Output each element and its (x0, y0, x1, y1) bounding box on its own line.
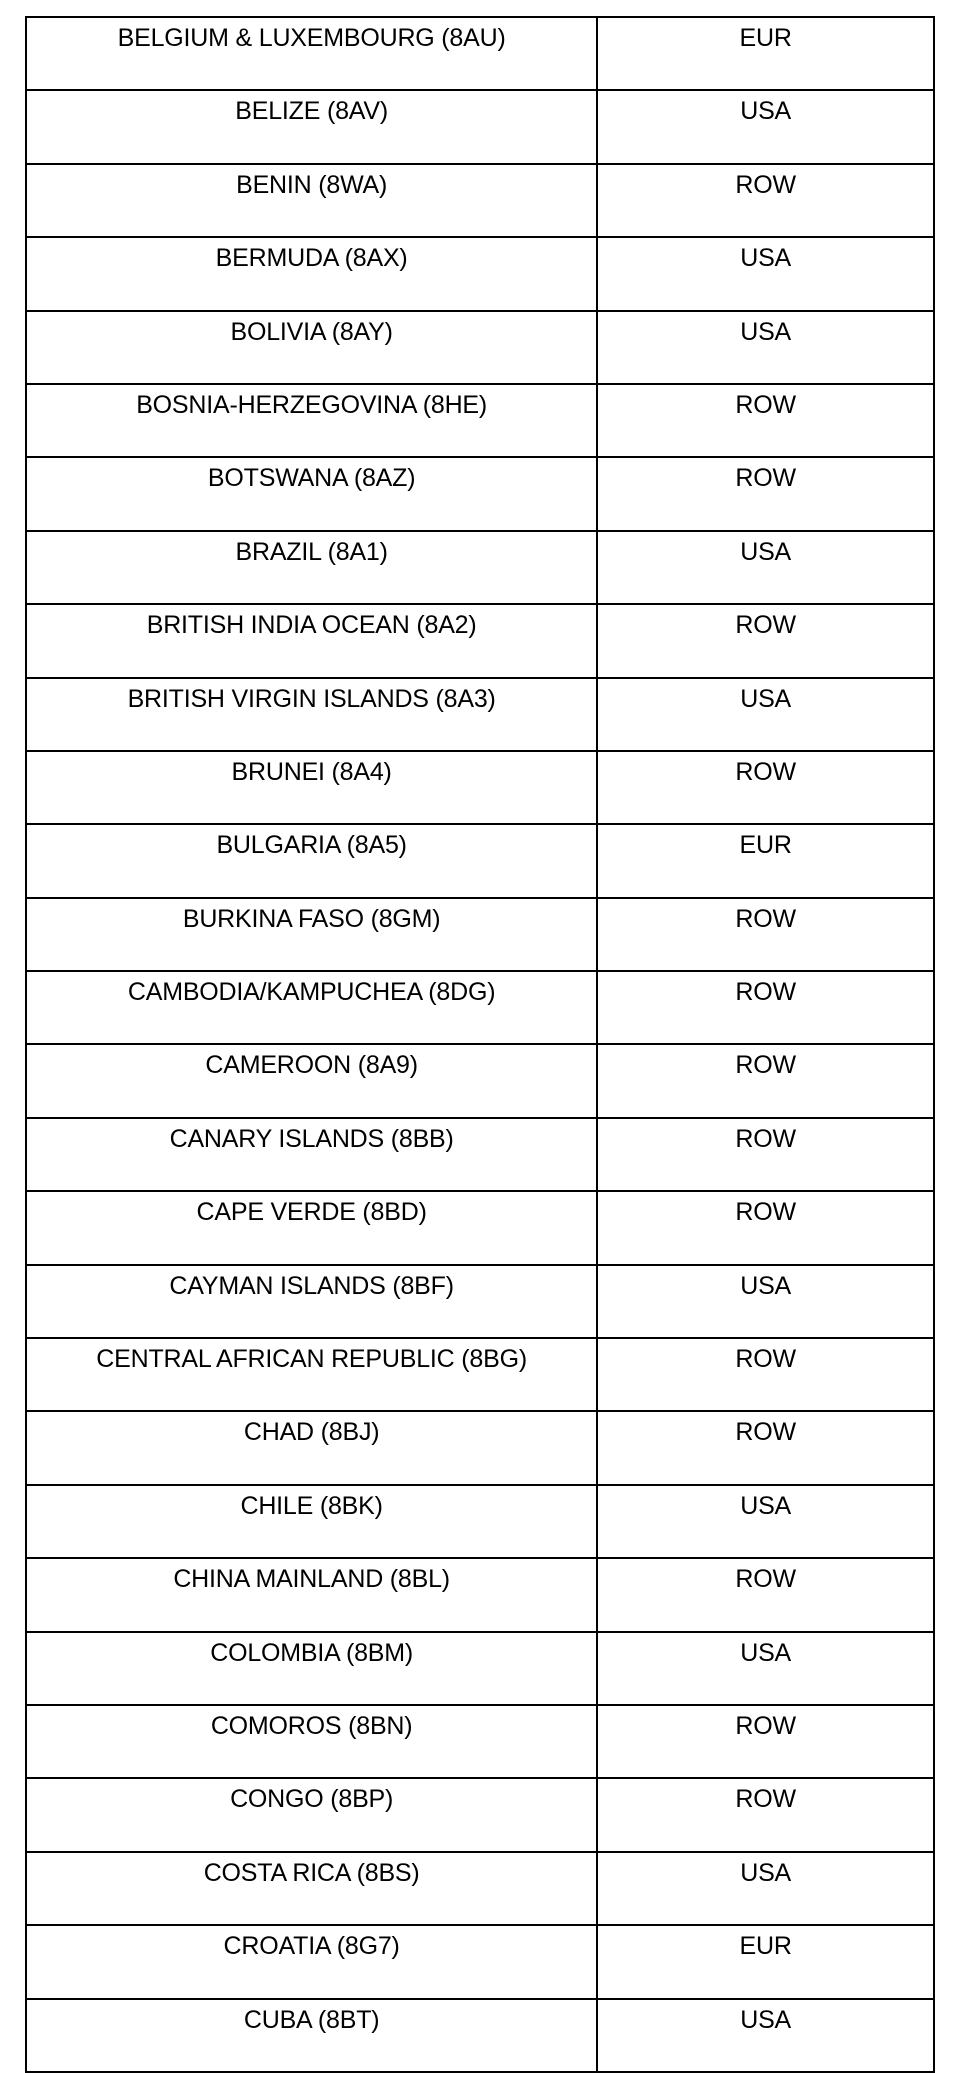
table-body (26, 17, 934, 2072)
table-row (26, 1852, 934, 1925)
table-row (26, 90, 934, 163)
table-row (26, 1632, 934, 1705)
table-row (26, 1191, 934, 1264)
table-row (26, 1044, 934, 1117)
region-cell: ROW (597, 1705, 934, 1778)
region-cell: USA (597, 237, 934, 310)
region-cell: ROW (597, 1191, 934, 1264)
region-cell: USA (597, 678, 934, 751)
region-cell: ROW (597, 1338, 934, 1411)
region-cell: ROW (597, 1118, 934, 1191)
country-cell: BURKINA FASO (8GM) (26, 898, 597, 971)
country-cell: CONGO (8BP) (26, 1778, 597, 1851)
country-cell: BOLIVIA (8AY) (26, 311, 597, 384)
table-row (26, 164, 934, 237)
country-cell: CAMEROON (8A9) (26, 1044, 597, 1117)
country-cell: BRUNEI (8A4) (26, 751, 597, 824)
table-row (26, 1485, 934, 1558)
region-cell: USA (597, 1999, 934, 2072)
country-cell: CANARY ISLANDS (8BB) (26, 1118, 597, 1191)
region-cell: ROW (597, 1558, 934, 1631)
country-region-table (25, 16, 935, 2073)
country-cell: COLOMBIA (8BM) (26, 1632, 597, 1705)
table-row (26, 971, 934, 1044)
region-cell: EUR (597, 17, 934, 90)
country-cell: CHAD (8BJ) (26, 1411, 597, 1484)
region-cell: ROW (597, 971, 934, 1044)
table-row (26, 1999, 934, 2072)
region-cell: USA (597, 1485, 934, 1558)
region-cell: USA (597, 1852, 934, 1925)
table-row (26, 678, 934, 751)
region-cell: ROW (597, 1778, 934, 1851)
table-row (26, 898, 934, 971)
table-row (26, 1118, 934, 1191)
country-cell: BOTSWANA (8AZ) (26, 457, 597, 530)
table-row (26, 1338, 934, 1411)
country-cell: CAMBODIA/KAMPUCHEA (8DG) (26, 971, 597, 1044)
table-row (26, 824, 934, 897)
table-row (26, 457, 934, 530)
table-row (26, 1265, 934, 1338)
country-cell: CROATIA (8G7) (26, 1925, 597, 1998)
table-row (26, 1778, 934, 1851)
region-cell: ROW (597, 1411, 934, 1484)
table-row (26, 1925, 934, 1998)
region-cell: ROW (597, 898, 934, 971)
region-cell: ROW (597, 604, 934, 677)
country-cell: BRITISH VIRGIN ISLANDS (8A3) (26, 678, 597, 751)
table-row (26, 751, 934, 824)
table-row (26, 237, 934, 310)
country-cell: BELGIUM & LUXEMBOURG (8AU) (26, 17, 597, 90)
table-row (26, 604, 934, 677)
country-cell: BULGARIA (8A5) (26, 824, 597, 897)
country-cell: COSTA RICA (8BS) (26, 1852, 597, 1925)
region-cell: USA (597, 90, 934, 163)
country-cell: BRITISH INDIA OCEAN (8A2) (26, 604, 597, 677)
region-cell: USA (597, 1265, 934, 1338)
country-cell: CHINA MAINLAND (8BL) (26, 1558, 597, 1631)
region-cell: USA (597, 311, 934, 384)
table-row (26, 1558, 934, 1631)
region-cell: USA (597, 1632, 934, 1705)
region-cell: USA (597, 531, 934, 604)
table-row (26, 531, 934, 604)
table-row (26, 1411, 934, 1484)
country-cell: CAYMAN ISLANDS (8BF) (26, 1265, 597, 1338)
region-cell: ROW (597, 1044, 934, 1117)
country-cell: BERMUDA (8AX) (26, 237, 597, 310)
country-cell: BOSNIA-HERZEGOVINA (8HE) (26, 384, 597, 457)
country-cell: BENIN (8WA) (26, 164, 597, 237)
country-cell: CHILE (8BK) (26, 1485, 597, 1558)
country-cell: CAPE VERDE (8BD) (26, 1191, 597, 1264)
region-cell: ROW (597, 164, 934, 237)
country-cell: CENTRAL AFRICAN REPUBLIC (8BG) (26, 1338, 597, 1411)
region-cell: EUR (597, 824, 934, 897)
table-row (26, 384, 934, 457)
country-cell: BRAZIL (8A1) (26, 531, 597, 604)
table-row (26, 17, 934, 90)
country-cell: CUBA (8BT) (26, 1999, 597, 2072)
region-cell: EUR (597, 1925, 934, 1998)
table-row (26, 311, 934, 384)
region-cell: ROW (597, 384, 934, 457)
region-cell: ROW (597, 457, 934, 530)
country-cell: BELIZE (8AV) (26, 90, 597, 163)
table-row (26, 1705, 934, 1778)
country-cell: COMOROS (8BN) (26, 1705, 597, 1778)
region-cell: ROW (597, 751, 934, 824)
